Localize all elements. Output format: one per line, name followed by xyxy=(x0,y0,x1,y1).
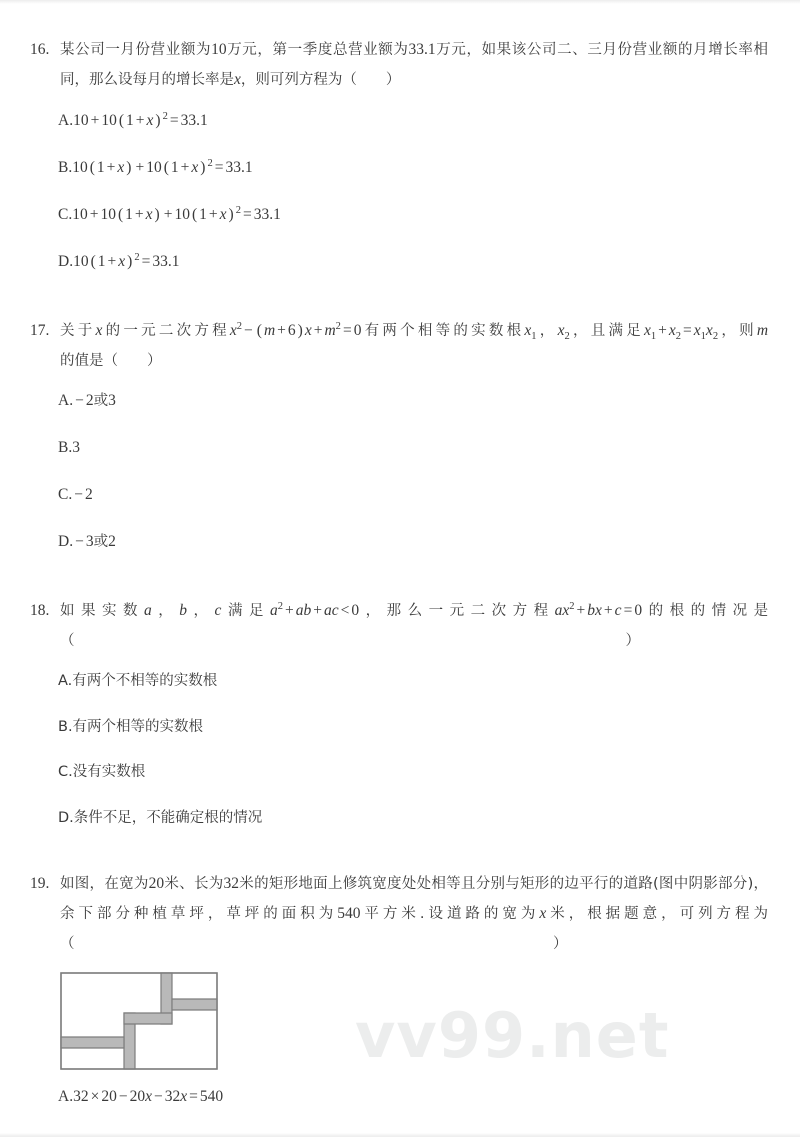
option-17-A[interactable]: A. − 2或3 xyxy=(58,392,116,410)
question-18-stem xyxy=(30,596,768,656)
option-16-C[interactable]: C.10 + 10 ( 1 + x ) + 10 ( 1 + x ) $^2$ = 33.1 xyxy=(58,204,281,223)
question-19-stem xyxy=(30,869,768,958)
question-19-figure xyxy=(60,972,768,1070)
site-watermark: vv99.net xyxy=(355,999,670,1072)
option-18-A[interactable]: A.有两个不相等的实数根 xyxy=(58,673,218,690)
question-19-number: 19. xyxy=(30,874,50,892)
option-16-D[interactable]: D.10 ( 1 + x ) $^2$ = 33.1 xyxy=(58,251,180,270)
option-16-B[interactable]: B.10 ( 1 + x ) + 10 ( 1 + x ) $^2$ = 33.1 xyxy=(58,157,253,176)
question-16-text: 某公司一月份营业额为10万元，第一季度总营业额为33.1万元，如果该公司二、三月份营业额的月增长率相同，那么设每月的增长率是x，则可列方程为（ ） xyxy=(60,41,769,88)
question-19-text: 如图，在宽为20米、长为32米的矩形地面上修筑宽度处处相等且分别与矩形的边平行的道路(图中阴影部分)，余下部分种植草坪，草坪的面积为540平方米.设道路的宽为x米，根据题意，可列方程为（ ） xyxy=(60,874,769,952)
option-19-A[interactable]: A.32 × 20 − 20x − 32x = 540 xyxy=(58,1088,224,1106)
option-17-B[interactable]: B.3 xyxy=(58,439,80,457)
question-18-number: 18. xyxy=(30,602,50,620)
question-17 xyxy=(30,316,768,555)
question-19 xyxy=(30,869,768,1106)
question-17-stem xyxy=(30,316,768,376)
page-bottom-edge xyxy=(0,1133,800,1136)
option-18-D[interactable]: D.条件不足，不能确定根的情况 xyxy=(58,809,263,826)
question-16-number: 16. xyxy=(30,41,50,58)
option-18-B[interactable]: B.有两个相等的实数根 xyxy=(58,718,204,735)
worksheet-content xyxy=(0,1,800,1106)
option-17-D[interactable]: D. − 3或2 xyxy=(58,533,116,551)
option-17-C[interactable]: C. − 2 xyxy=(58,486,93,504)
question-16-stem xyxy=(30,35,768,95)
question-18-options xyxy=(30,670,768,829)
question-17-options xyxy=(30,389,768,554)
question-16-options xyxy=(30,109,768,274)
option-18-C[interactable]: C.没有实数根 xyxy=(58,764,146,781)
question-18 xyxy=(30,596,768,829)
question-16 xyxy=(30,35,768,274)
question-17-text: 关于x的一元二次方程$x^2$ − ( m + 6 ) $x + m^2 = 0$有两个相等的实数根$x_1$，$x_2$，且满足$x_1 + x_2 = x_1x_2$，则m的值是（ ） xyxy=(60,320,769,369)
question-17-number: 17. xyxy=(30,321,50,339)
question-18-text: 如果实数a，b，c满足$a^2$ + ab + ac < 0，那么一元二次方程$ax^2$ + bx + c = 0的根的情况是（ ） xyxy=(60,601,769,650)
option-16-A[interactable]: A.10 + 10 ( 1 + x ) $^2$ = 33.1 xyxy=(58,110,208,129)
